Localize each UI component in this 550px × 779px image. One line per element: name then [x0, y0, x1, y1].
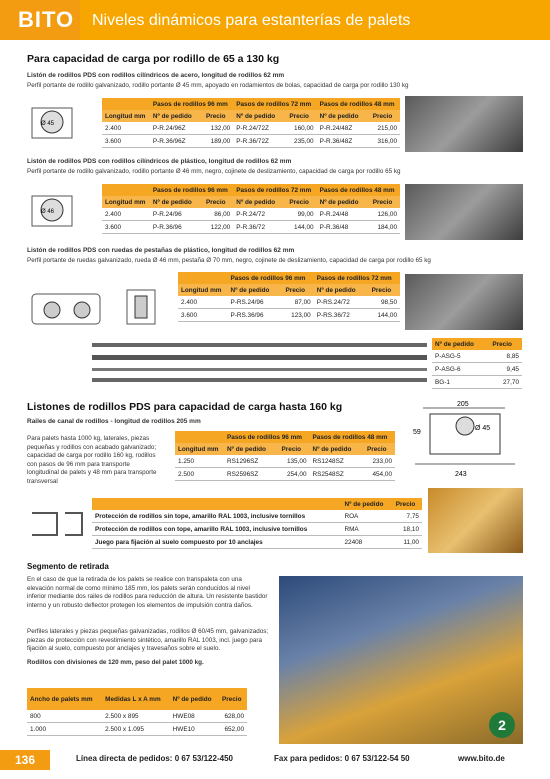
dim-side: 59 — [413, 429, 421, 436]
steel-roller-photo — [405, 96, 523, 152]
table-row: 2.500 RS2596SZ 254,00 RS2548SZ 454,00 — [175, 468, 395, 481]
subsection-a-desc: Perfil portante de rodillo galvanizado, rodillo portante Ø 45 mm, apoyado en rodamientos de bolas, capacidad de carga por rodillo 130 kg — [27, 82, 409, 89]
flanged-wheel-diagram — [27, 282, 172, 334]
section-title: Segmento de retirada — [27, 562, 109, 571]
table-row: Protección de rodillos sin tope, amarillo RAL 1003, inclusive tornillos ROA 7,75 — [92, 510, 422, 523]
table-row: 2.400 P-R.24/96 86,00 P-R.24/72 99,00 P-R.24/48 126,00 — [102, 208, 400, 221]
svg-text:Ø 46: Ø 46 — [41, 209, 55, 215]
table-row: BG-1 27,70 — [432, 376, 522, 389]
table-row: Protección de rodillos con tope, amarillo RAL 1003, inclusive tornillos RMA 18,10 — [92, 523, 422, 536]
table-row: Juego para fijación al suelo compuesto por 10 anclajes 22408 11,00 — [92, 536, 422, 549]
accessory-bar-3 — [92, 368, 427, 371]
section-desc: Perfiles laterales y piezas pequeñas galvanizadas, rodillos Ø 60/45 mm, galvanizados; piezas de protección con revestimiento sintético, amarillo RAL 1003, incl. juego para fijación al suelo, compuesto por anclajes y travesaños sobre el suelo. — [27, 628, 269, 652]
rail-photo — [428, 488, 523, 553]
warehouse-photo — [279, 576, 523, 744]
protection-price-table: Nº de pedido Precio Protección de rodillos sin tope, amarillo RAL 1003, inclusive tornillos ROA 7,75 Protección de rodillos con tope, amarillo RAL 1003, inclusive tornillos RMA 18,10 Juego para fijación al suelo compuesto por 10 anclajes 22408 11,00 — [92, 498, 422, 549]
subsection-b-desc: Perfil portante de rodillo galvanizado, rodillo portante Ø 46 mm, negro, cojinete de deslizamiento, capacidad de carga por rodillo 65 kg — [27, 168, 401, 175]
subsection-b-title: Listón de rodillos PDS con rodillos cilíndricos de plástico, longitud de rodillos 62 mm — [27, 158, 292, 165]
table-row: P-ASG-5 8,85 — [432, 350, 522, 363]
page-title: Niveles dinámicos para estanterías de palets — [92, 12, 411, 29]
price-table-rs: Pasos de rodillos 96 mm Pasos de rodillos 48 mm Longitud mm Nº de pedido Precio Nº de pedido Precio 1.250 RS1296SZ 135,00 RS1248SZ 233,00 2.500 RS2596SZ 254,00 RS2548SZ 454,00 — [175, 431, 395, 481]
section-subtitle: Railes de canal de rodillos - longitud de rodillos 205 mm — [27, 418, 201, 425]
accessory-bar-4 — [92, 378, 427, 382]
order-hotline: Línea directa de pedidos: 0 67 53/122-450 — [76, 754, 233, 763]
accessory-bar-2 — [92, 355, 427, 360]
dim-top: 205 — [457, 401, 469, 408]
price-table-c: Pasos de rodillos 96 mm Pasos de rodillos 72 mm Longitud mm Nº de pedido Precio Nº de pedido Precio 2.400 P-RS.24/96 87,00 P-RS.24/72 98,50 3.600 P-RS.36/96 123,00 P-RS.36/72 144,00 — [178, 272, 400, 322]
order-fax: Fax para pedidos: 0 67 53/122-54 50 — [274, 754, 410, 763]
section-desc: Para palets hasta 1000 kg, laterales, piezas pequeñas y rodillos con acabado galvanizado; capacidad de carga por rodillo 160 kg, rodillos con pasos de 96 mm para transporte longitudinal de palets y 48 mm para transporte transversal — [27, 435, 157, 485]
roller-profile-diagram — [27, 100, 97, 150]
section-desc: En el caso de que la retirada de los palets se realice con transpaleta con una elevación normal de como mínimo 185 mm, los palets serán conducidos al nivel inferior mediante dos railes de rodillos para reducción de altura. Un resistente bastidor interno y un robusto deflector protegen los elementos de impulsión contra daños. — [27, 576, 268, 609]
subsection-c-title: Listón de rodillos PDS con ruedas de pestañas de plástico, longitud de rodillos 62 mm — [27, 247, 295, 254]
svg-text:Ø 45: Ø 45 — [41, 121, 55, 127]
section-title: Para capacidad de carga por rodillo de 65 a 130 kg — [27, 53, 280, 65]
table-row: P-ASG-6 9,45 — [432, 363, 522, 376]
table-row: 3.600 P-R.36/96Z 189,00 P-R.36/72Z 235,00 P-R.36/48Z 316,00 — [102, 135, 400, 148]
rail-dimension-diagram — [405, 398, 525, 480]
section-title: Listones de rodillos PDS para capacidad de carga hasta 160 kg — [27, 401, 343, 413]
warranty-badge: 2 — [489, 712, 515, 738]
brand-logo: BITO — [0, 0, 80, 40]
dim-dia: Ø 45 — [475, 425, 491, 432]
table-row: 3.600 P-RS.36/96 123,00 P-RS.36/72 144,00 — [178, 309, 400, 322]
plastic-roller-diagram — [27, 188, 97, 238]
segment-price-table: Ancho de palets mm Medidas L x A mm Nº de pedido Precio 800 2.500 x 895 HWE08 628,00 1.000 2.500 x 1.095 HWE10 652,00 — [27, 688, 247, 736]
price-table-a: Pasos de rodillos 96 mm Pasos de rodillos 72 mm Pasos de rodillos 48 mm Longitud mm Nº de pedido Precio Nº de pedido Precio Nº de pedido Precio 2.400 P-R.24/96Z 132,00 P-R.24/72Z 160,00 P-R.24/48Z 215,00 3.600 P-R.36/96Z 189,00 P-R.36/72Z 235,00 P-R.36/48Z 316,00 — [102, 98, 400, 148]
website-link[interactable]: www.bito.de — [458, 754, 505, 763]
accessory-price-table: Nº de pedido Precio P-ASG-5 8,85 P-ASG-6 9,45 BG-1 27,70 — [432, 338, 522, 389]
dim-bottom: 243 — [455, 471, 467, 478]
flanged-wheel-photo — [405, 274, 523, 330]
subsection-a-title: Listón de rodillos PDS con rodillos cilíndricos de acero, longitud de rodillos 62 mm — [27, 72, 285, 79]
plastic-roller-photo — [405, 184, 523, 240]
table-row: 800 2.500 x 895 HWE08 628,00 — [27, 710, 247, 723]
table-row: 3.600 P-R.36/96 122,00 P-R.36/72 144,00 P-R.36/48 184,00 — [102, 221, 400, 234]
subsection-c-desc: Perfil portante de ruedas galvanizado, rueda Ø 46 mm, pestaña Ø 70 mm, negro, cojinete de deslizamiento, capacidad de carga por rodillo 65 kg — [27, 257, 431, 264]
table-row: 1.250 RS1296SZ 135,00 RS1248SZ 233,00 — [175, 455, 395, 468]
accessory-bar-1 — [92, 343, 427, 347]
page-number: 136 — [0, 750, 50, 770]
table-row: 2.400 P-RS.24/96 87,00 P-RS.24/72 98,50 — [178, 296, 400, 309]
table-row: 2.400 P-R.24/96Z 132,00 P-R.24/72Z 160,00 P-R.24/48Z 215,00 — [102, 122, 400, 135]
table-row: 1.000 2.500 x 1.095 HWE10 652,00 — [27, 723, 247, 736]
section-note: Rodillos con divisiones de 120 mm, peso del palet 1000 kg. — [27, 659, 204, 666]
price-table-b: Pasos de rodillos 96 mm Pasos de rodillos 72 mm Pasos de rodillos 48 mm Longitud mm Nº de pedido Precio Nº de pedido Precio Nº de pedido Precio 2.400 P-R.24/96 86,00 P-R.24/72 99,00 P-R.24/48 126,00 3.600 P-R.36/96 122,00 P-R.36/72 144,00 P-R.36/48 184,00 — [102, 184, 400, 234]
protection-part-drawing — [27, 505, 87, 543]
